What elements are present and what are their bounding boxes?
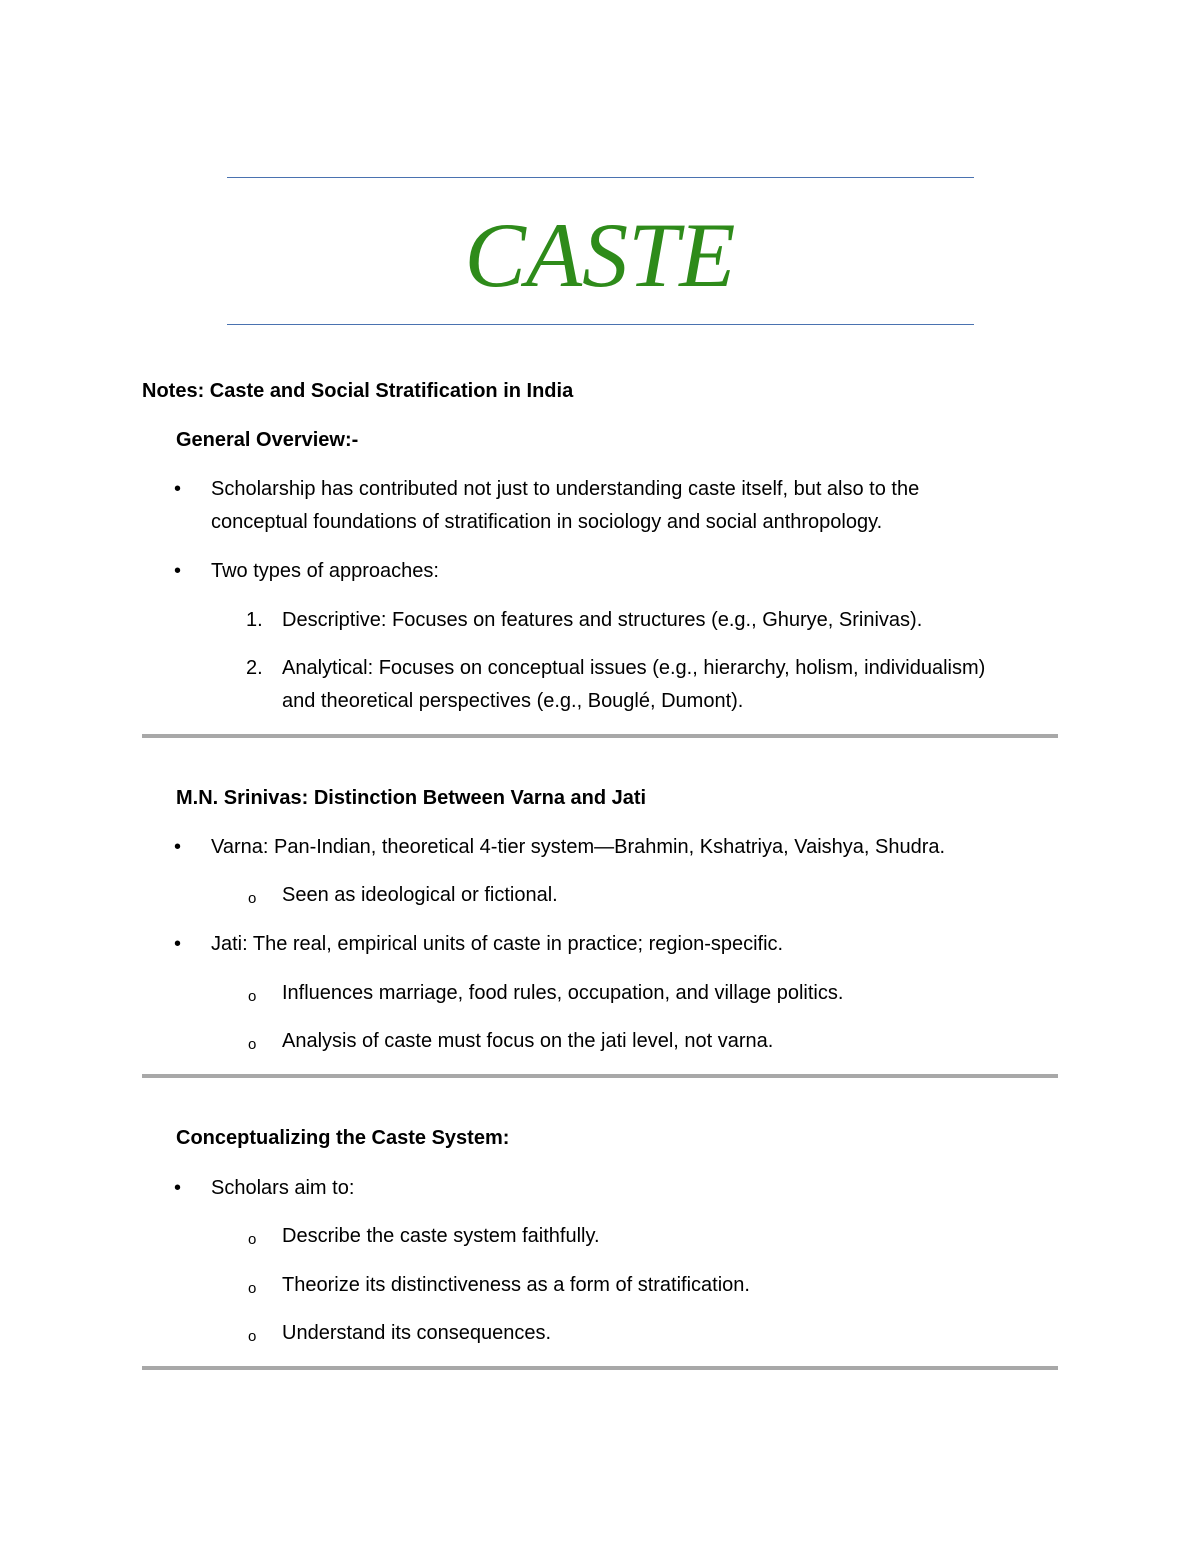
section-heading-conceptualizing: Conceptualizing the Caste System: (176, 1127, 510, 1149)
sub-bullet-marker: o (248, 890, 257, 907)
list-item-line: and theoretical perspectives (e.g., Bouglé, Dumont). (282, 690, 744, 712)
list-item-line: Theorize its distinctiveness as a form of stratification. (282, 1274, 750, 1296)
list-item-line: conceptual foundations of stratification in sociology and social anthropology. (211, 511, 883, 533)
list-item-line: Analytical: Focuses on conceptual issues (e.g., hierarchy, holism, individualism) (282, 657, 986, 679)
list-item-line: Understand its consequences. (282, 1322, 552, 1344)
section-divider (142, 1074, 1058, 1078)
title-bottom-rule (227, 324, 974, 325)
list-item-line: Influences marriage, food rules, occupation, and village politics. (282, 982, 844, 1004)
sub-bullet-marker: o (248, 1231, 257, 1248)
bullet-marker: • (174, 560, 182, 582)
list-item-line: Varna: Pan-Indian, theoretical 4-tier system—Brahmin, Kshatriya, Vaishya, Shudra. (211, 836, 946, 858)
sub-bullet-marker: o (248, 988, 257, 1005)
section-divider (142, 1366, 1058, 1370)
list-item-line: Scholarship has contributed not just to understanding caste itself, but also to the (211, 478, 920, 500)
bullet-marker: • (174, 933, 182, 955)
list-item-line: Scholars aim to: (211, 1177, 355, 1199)
bullet-marker: • (174, 836, 182, 858)
section-divider (142, 734, 1058, 738)
sub-bullet-marker: o (248, 1280, 257, 1297)
bullet-marker: • (174, 1177, 182, 1199)
list-item-line: Seen as ideological or fictional. (282, 884, 558, 906)
list-item-line: Jati: The real, empirical units of caste in practice; region-specific. (211, 933, 784, 955)
title-top-rule (227, 177, 974, 178)
sub-bullet-marker: o (248, 1036, 257, 1053)
list-item-line: Describe the caste system faithfully. (282, 1225, 600, 1247)
numbered-marker: 1. (246, 609, 263, 631)
notes-heading: Notes: Caste and Social Stratification in India (142, 380, 574, 402)
list-item-line: Two types of approaches: (211, 560, 439, 582)
list-item-line: Analysis of caste must focus on the jati level, not varna. (282, 1030, 774, 1052)
list-item-line: Descriptive: Focuses on features and structures (e.g., Ghurye, Srinivas). (282, 609, 923, 631)
section-heading-overview: General Overview:- (176, 429, 359, 451)
bullet-marker: • (174, 478, 182, 500)
document-title: CASTE (464, 204, 736, 306)
numbered-marker: 2. (246, 657, 263, 679)
section-heading-varna-jati: M.N. Srinivas: Distinction Between Varna and Jati (176, 787, 647, 809)
sub-bullet-marker: o (248, 1328, 257, 1345)
